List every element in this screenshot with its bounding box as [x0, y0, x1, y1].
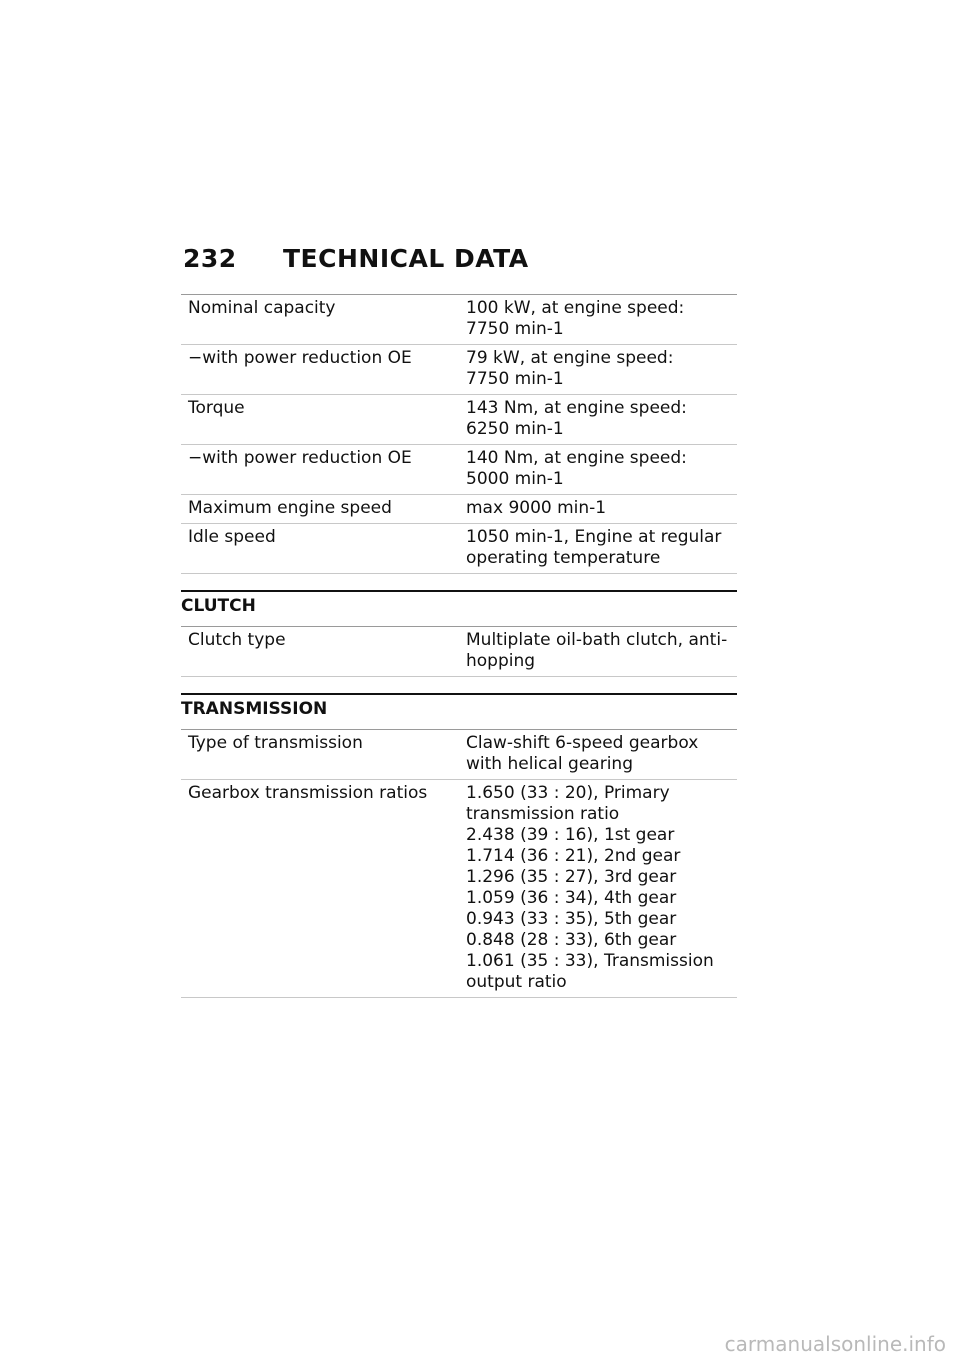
- value-line: 5000 min-1: [466, 469, 564, 489]
- spec-value: [458, 780, 737, 998]
- value-line: 100 kW, at engine speed:: [466, 298, 685, 318]
- table-row: [181, 730, 737, 780]
- spec-label: −with power reduction OE: [181, 445, 458, 495]
- spec-value: [458, 345, 737, 395]
- transmission-heading: TRANSMISSION: [181, 693, 737, 729]
- value-line: output ratio: [466, 972, 567, 992]
- value-line: operating temperature: [466, 548, 661, 568]
- table-row: [181, 495, 737, 524]
- spec-value: [458, 627, 737, 677]
- spec-label: Gearbox transmission ratios: [181, 780, 458, 998]
- value-line: with helical gearing: [466, 754, 633, 774]
- page-header: [183, 244, 529, 273]
- value-line: 2.438 (39 : 16), 1st gear: [466, 825, 675, 845]
- spec-content: [181, 294, 737, 998]
- value-line: 7750 min-1: [466, 319, 564, 339]
- spec-value: [458, 730, 737, 780]
- page-number: 232: [183, 244, 237, 273]
- value-line: Multiplate oil-bath clutch, anti-: [466, 630, 728, 650]
- spec-label: Torque: [181, 395, 458, 445]
- watermark-text: carmanualsonline.info: [724, 1332, 946, 1356]
- spec-value: [458, 495, 737, 524]
- spec-value: [458, 524, 737, 574]
- value-line: hopping: [466, 651, 536, 671]
- value-line: 7750 min-1: [466, 369, 564, 389]
- spec-value: [458, 395, 737, 445]
- page-title: TECHNICAL DATA: [283, 244, 529, 273]
- value-line: 1.714 (36 : 21), 2nd gear: [466, 846, 681, 866]
- value-line: 6250 min-1: [466, 419, 564, 439]
- table-row: [181, 780, 737, 998]
- value-line: 1050 min-1, Engine at regular: [466, 527, 722, 547]
- value-line: 1.059 (36 : 34), 4th gear: [466, 888, 677, 908]
- value-line: max 9000 min-1: [466, 498, 607, 518]
- table-row: [181, 627, 737, 677]
- engine-spec-table: [181, 294, 737, 574]
- table-row: [181, 445, 737, 495]
- spec-label: Nominal capacity: [181, 295, 458, 345]
- clutch-heading: CLUTCH: [181, 590, 737, 626]
- table-row: [181, 295, 737, 345]
- value-line: 0.943 (33 : 35), 5th gear: [466, 909, 677, 929]
- spec-label: Idle speed: [181, 524, 458, 574]
- spec-label: Type of transmission: [181, 730, 458, 780]
- table-row: [181, 524, 737, 574]
- value-line: 1.061 (35 : 33), Transmission: [466, 951, 714, 971]
- table-row: [181, 345, 737, 395]
- value-line: 1.650 (33 : 20), Primary: [466, 783, 670, 803]
- value-line: 140 Nm, at engine speed:: [466, 448, 687, 468]
- value-line: 143 Nm, at engine speed:: [466, 398, 687, 418]
- value-line: Claw-shift 6-speed gearbox: [466, 733, 699, 753]
- spec-value: [458, 445, 737, 495]
- spec-value: [458, 295, 737, 345]
- spec-label: Clutch type: [181, 627, 458, 677]
- table-row: [181, 395, 737, 445]
- value-line: transmission ratio: [466, 804, 620, 824]
- spec-label: −with power reduction OE: [181, 345, 458, 395]
- clutch-spec-table: [181, 626, 737, 677]
- value-line: 0.848 (28 : 33), 6th gear: [466, 930, 677, 950]
- value-line: 79 kW, at engine speed:: [466, 348, 674, 368]
- transmission-spec-table: [181, 729, 737, 998]
- spec-label: Maximum engine speed: [181, 495, 458, 524]
- value-line: 1.296 (35 : 27), 3rd gear: [466, 867, 677, 887]
